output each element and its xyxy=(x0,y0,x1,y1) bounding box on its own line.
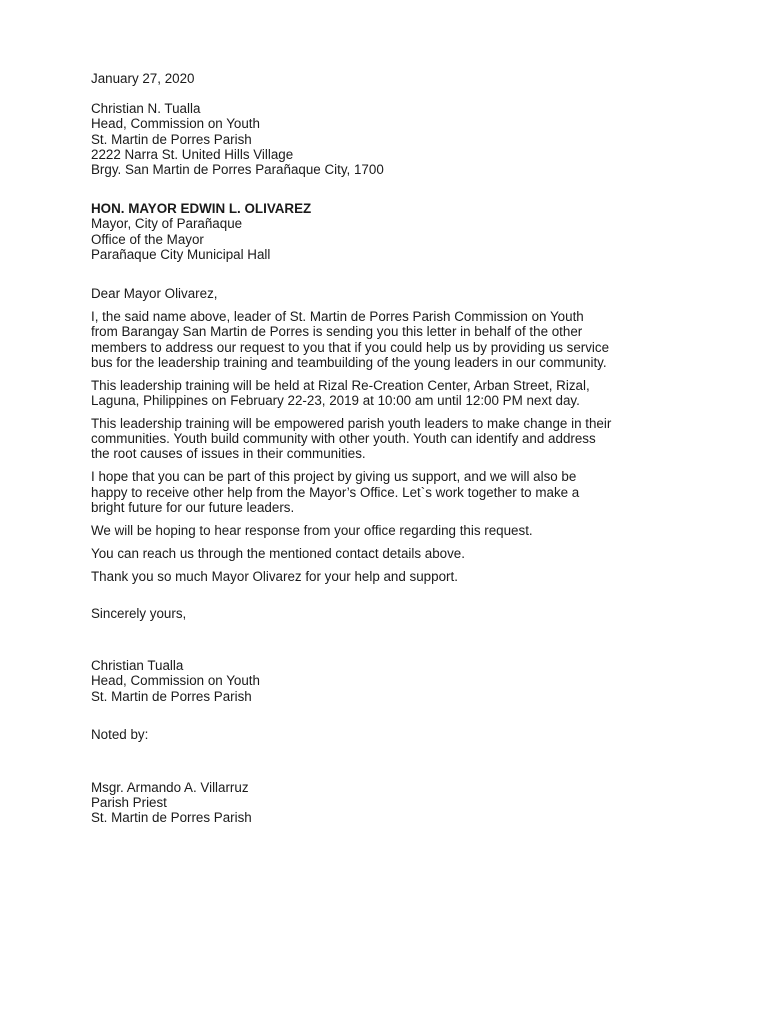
sender-organization: St. Martin de Porres Parish xyxy=(91,131,252,147)
paragraph-line: I hope that you can be part of this project by giving us support, and we will also be xyxy=(91,469,577,485)
paragraph-line: communities. Youth build community with other youth. Youth can identify and address xyxy=(91,431,596,447)
recipient-office: Office of the Mayor xyxy=(91,231,204,247)
body-paragraph-contact xyxy=(91,546,681,561)
closing: Sincerely yours, xyxy=(91,606,187,622)
signatory-name: Christian Tualla xyxy=(91,658,184,674)
noted-signatory-name: Msgr. Armando A. Villarruz xyxy=(91,780,249,796)
letter-date: January 27, 2020 xyxy=(91,71,195,86)
noted-by-label: Noted by: xyxy=(91,726,149,742)
paragraph-line: I, the said name above, leader of St. Martin de Porres Parish Commission on Youth xyxy=(91,309,584,325)
signature-block xyxy=(91,658,691,704)
recipient-name: HON. MAYOR EDWIN L. OLIVAREZ xyxy=(91,201,312,217)
paragraph-line: We will be hoping to hear response from your office regarding this request. xyxy=(91,522,533,538)
paragraph-line: This leadership training will be empowered parish youth leaders to make change in their xyxy=(91,416,612,432)
body-paragraph-support xyxy=(91,469,681,515)
signatory-organization: St. Martin de Porres Parish xyxy=(91,688,252,704)
paragraph-line: bright future for our future leaders. xyxy=(91,499,295,515)
paragraph-line: Laguna, Philippines on February 22-23, 2019 at 10:00 am until 12:00 PM next day. xyxy=(91,393,580,409)
paragraph-line: the root causes of issues in their communities. xyxy=(91,446,366,462)
recipient-building: Parañaque City Municipal Hall xyxy=(91,246,271,262)
body-paragraph-request xyxy=(91,309,681,370)
body-paragraph-venue xyxy=(91,378,681,408)
body-paragraph-hoping xyxy=(91,523,681,538)
paragraph-line: You can reach us through the mentioned contact details above. xyxy=(91,545,465,561)
signatory-title: Head, Commission on Youth xyxy=(91,673,260,689)
paragraph-line: Thank you so much Mayor Olivarez for your help and support. xyxy=(91,568,458,584)
noted-signatory-organization: St. Martin de Porres Parish xyxy=(91,810,252,826)
salutation: Dear Mayor Olivarez, xyxy=(91,286,218,302)
sender-street: 2222 Narra St. United Hills Village xyxy=(91,146,294,162)
paragraph-line: members to address our request to you that if you could help us by providing us service xyxy=(91,339,610,355)
sender-name: Christian N. Tualla xyxy=(91,101,201,117)
paragraph-line: bus for the leadership training and teambuilding of the young leaders in our community. xyxy=(91,354,607,370)
sender-address xyxy=(91,101,691,177)
body-paragraph-purpose xyxy=(91,416,681,462)
recipient-title: Mayor, City of Parañaque xyxy=(91,216,243,232)
letter xyxy=(91,71,691,826)
paragraph-line: happy to receive other help from the Mayor’s Office. Let`s work together to make a xyxy=(91,484,580,500)
noted-signature-block xyxy=(91,780,691,826)
sender-title: Head, Commission on Youth xyxy=(91,116,260,132)
body-paragraph-thanks xyxy=(91,569,681,584)
noted-signatory-title: Parish Priest xyxy=(91,795,167,811)
paragraph-line: from Barangay San Martin de Porres is sending you this letter in behalf of the other xyxy=(91,324,583,340)
sender-city: Brgy. San Martin de Porres Parañaque City, 1700 xyxy=(91,162,384,178)
recipient-address xyxy=(91,201,691,262)
paragraph-line: This leadership training will be held at Rizal Re-Creation Center, Arban Street, Rizal, xyxy=(91,377,590,393)
